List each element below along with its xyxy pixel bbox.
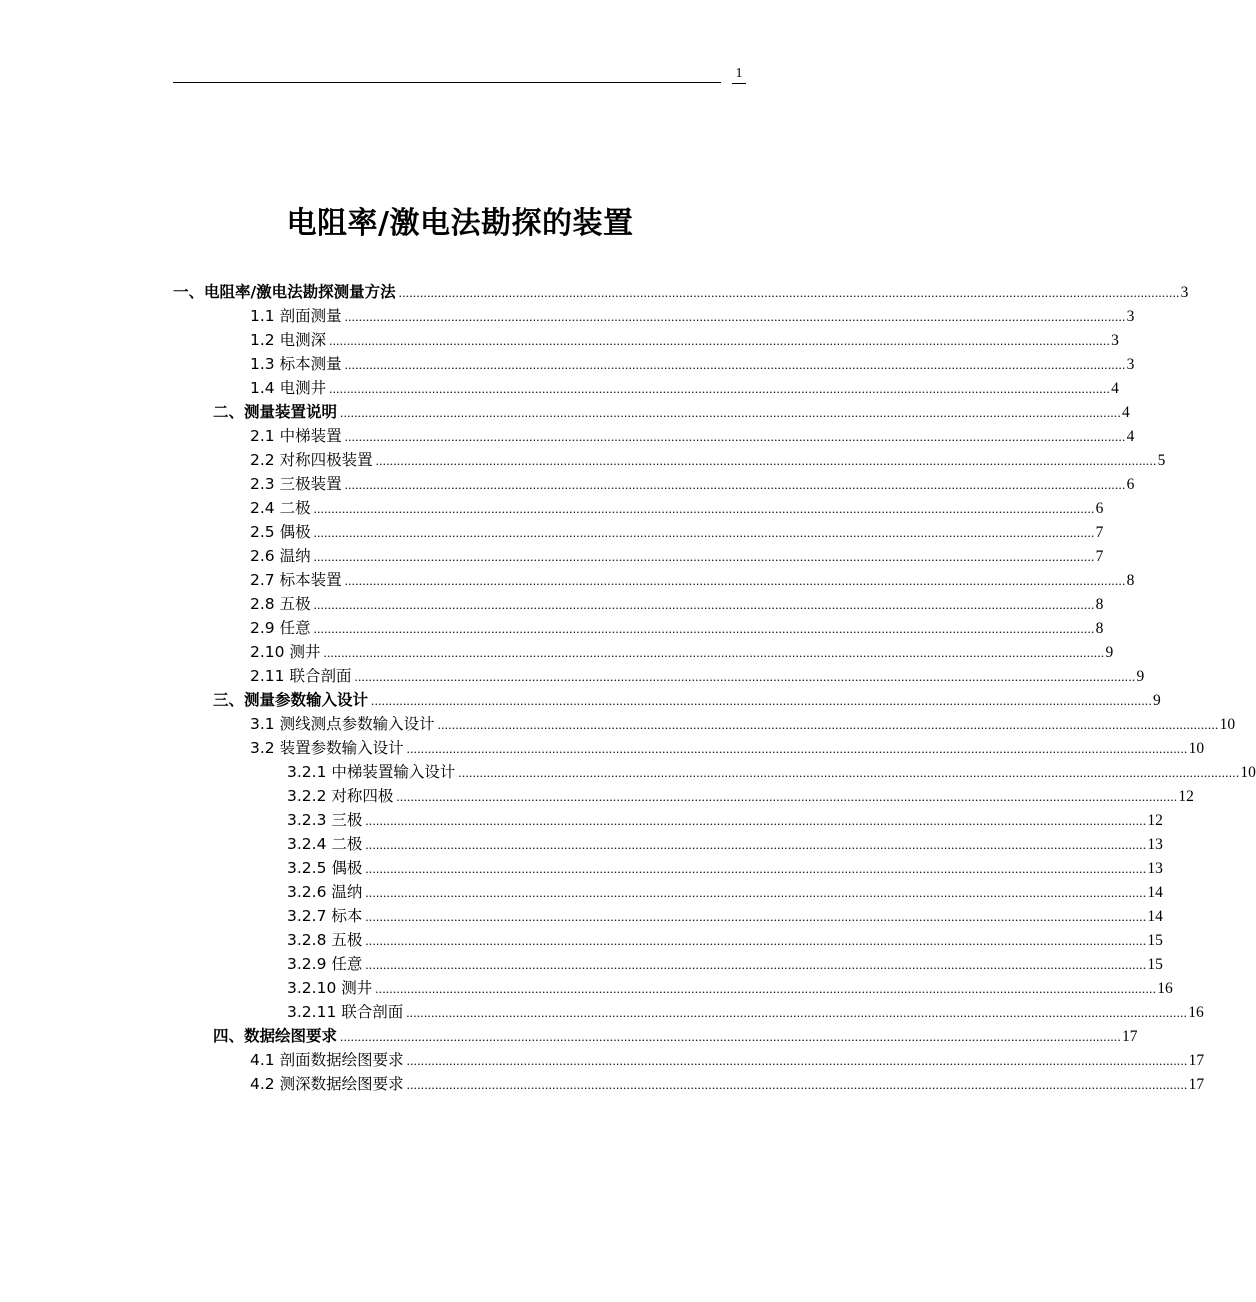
toc-leader-dots: ............................................................................................................................................................................................................................ bbox=[365, 885, 1147, 900]
toc-entry[interactable] bbox=[213, 688, 1161, 712]
toc-entry-label: 2.3 三极装置 bbox=[250, 475, 342, 493]
toc-entry-label: 2.5 偶极 bbox=[250, 523, 311, 541]
toc-leader-dots: ............................................................................................................................................................................................................................ bbox=[313, 621, 1095, 636]
toc-leader-dots: ............................................................................................................................................................................................................................ bbox=[398, 285, 1180, 300]
toc-entry[interactable] bbox=[250, 496, 1104, 520]
toc-entry-page: 4 bbox=[1122, 404, 1130, 421]
toc-entry-page: 4 bbox=[1111, 380, 1119, 397]
toc-entry-label: 3.2.9 任意 bbox=[287, 955, 363, 973]
toc-entry[interactable] bbox=[250, 544, 1104, 568]
toc-entry[interactable] bbox=[250, 736, 1205, 760]
toc-entry-page: 13 bbox=[1147, 836, 1163, 853]
toc-entry-page: 16 bbox=[1188, 1004, 1204, 1021]
toc-entry-page: 9 bbox=[1136, 668, 1145, 685]
toc-leader-dots: ............................................................................................................................................................................................................................ bbox=[365, 933, 1147, 948]
toc-entry[interactable] bbox=[250, 712, 1236, 736]
toc-entry-label: 3.1 测线测点参数输入设计 bbox=[250, 715, 435, 733]
toc-entry-label: 2.4 二极 bbox=[250, 499, 311, 517]
toc-entry-page: 7 bbox=[1095, 524, 1104, 541]
toc-entry[interactable] bbox=[250, 1048, 1205, 1072]
toc-entry-page: 17 bbox=[1188, 1052, 1205, 1069]
toc-entry-page: 15 bbox=[1147, 956, 1163, 973]
toc-entry-page: 12 bbox=[1147, 812, 1163, 829]
toc-leader-dots: ............................................................................................................................................................................................................................ bbox=[344, 357, 1126, 372]
toc-leader-dots: ............................................................................................................................................................................................................................ bbox=[329, 333, 1111, 348]
toc-entry[interactable] bbox=[287, 952, 1163, 976]
document-title: 电阻率/激电法勘探的装置 bbox=[286, 206, 634, 241]
toc-leader-dots: ............................................................................................................................................................................................................................ bbox=[406, 1053, 1188, 1068]
toc-entry-page: 10 bbox=[1188, 740, 1205, 757]
toc-entry-label: 2.8 五极 bbox=[250, 595, 311, 613]
toc-entry-page: 3 bbox=[1126, 308, 1135, 325]
toc-entry[interactable] bbox=[287, 1000, 1204, 1024]
toc-entry[interactable] bbox=[250, 664, 1145, 688]
toc-entry-label: 3.2.1 中梯装置输入设计 bbox=[287, 763, 456, 781]
toc-entry-label: 3.2.10 测井 bbox=[287, 979, 373, 997]
toc-entry-page: 9 bbox=[1105, 644, 1114, 661]
toc-leader-dots: ............................................................................................................................................................................................................................ bbox=[458, 765, 1240, 780]
toc-leader-dots: ............................................................................................................................................................................................................................ bbox=[365, 909, 1147, 924]
toc-entry-label: 1.2 电测深 bbox=[250, 331, 327, 349]
toc-leader-dots: ............................................................................................................................................................................................................................ bbox=[329, 381, 1111, 396]
toc-leader-dots: ............................................................................................................................................................................................................................ bbox=[365, 861, 1147, 876]
toc-entry-label: 3.2.3 三极 bbox=[287, 811, 363, 829]
toc-leader-dots: ............................................................................................................................................................................................................................ bbox=[313, 525, 1095, 540]
toc-entry[interactable] bbox=[250, 472, 1135, 496]
toc-entry-label: 3.2.5 偶极 bbox=[287, 859, 363, 877]
toc-entry-page: 6 bbox=[1126, 476, 1135, 493]
toc-entry-page: 12 bbox=[1178, 788, 1194, 805]
toc-leader-dots: ............................................................................................................................................................................................................................ bbox=[365, 813, 1147, 828]
toc-leader-dots: ............................................................................................................................................................................................................................ bbox=[375, 453, 1157, 468]
toc-entry-label: 2.6 温纳 bbox=[250, 547, 311, 565]
toc-entry-label: 二、测量装置说明 bbox=[213, 403, 338, 421]
toc-leader-dots: ............................................................................................................................................................................................................................ bbox=[313, 501, 1095, 516]
toc-entry-page: 13 bbox=[1147, 860, 1163, 877]
page-number: 1 bbox=[732, 66, 746, 84]
toc-entry[interactable] bbox=[250, 592, 1104, 616]
toc-leader-dots: ............................................................................................................................................................................................................................ bbox=[344, 309, 1126, 324]
toc-entry[interactable] bbox=[250, 352, 1135, 376]
toc-leader-dots: ............................................................................................................................................................................................................................ bbox=[437, 717, 1219, 732]
toc-entry[interactable] bbox=[287, 808, 1163, 832]
toc-entry-label: 2.10 测井 bbox=[250, 643, 321, 661]
toc-entry[interactable] bbox=[287, 760, 1256, 784]
toc-entry[interactable] bbox=[250, 568, 1135, 592]
toc-entry-page: 5 bbox=[1157, 452, 1166, 469]
toc-entry-label: 4.2 测深数据绘图要求 bbox=[250, 1075, 404, 1093]
toc-leader-dots: ............................................................................................................................................................................................................................ bbox=[344, 573, 1126, 588]
toc-entry-label: 1.3 标本测量 bbox=[250, 355, 342, 373]
toc-leader-dots: ............................................................................................................................................................................................................................ bbox=[313, 597, 1095, 612]
toc-leader-dots: ............................................................................................................................................................................................................................ bbox=[323, 645, 1105, 660]
toc-leader-dots: ............................................................................................................................................................................................................................ bbox=[406, 741, 1188, 756]
toc-leader-dots: ............................................................................................................................................................................................................................ bbox=[406, 1005, 1188, 1020]
toc-leader-dots: ............................................................................................................................................................................................................................ bbox=[340, 405, 1122, 420]
toc-entry[interactable] bbox=[173, 280, 1189, 304]
toc-entry-page: 3 bbox=[1111, 332, 1119, 349]
toc-leader-dots: ............................................................................................................................................................................................................................ bbox=[396, 789, 1178, 804]
toc-leader-dots: ............................................................................................................................................................................................................................ bbox=[354, 669, 1136, 684]
toc-entry-label: 三、测量参数输入设计 bbox=[213, 691, 369, 709]
toc-leader-dots: ............................................................................................................................................................................................................................ bbox=[365, 957, 1147, 972]
toc-leader-dots: ............................................................................................................................................................................................................................ bbox=[365, 837, 1147, 852]
toc-entry-label: 1.1 剖面测量 bbox=[250, 307, 342, 325]
toc-entry-page: 10 bbox=[1219, 716, 1236, 733]
toc-entry-page: 15 bbox=[1147, 932, 1163, 949]
toc-entry-label: 2.1 中梯装置 bbox=[250, 427, 342, 445]
toc-entry-page: 3 bbox=[1180, 284, 1189, 301]
toc-entry-label: 3.2.11 联合剖面 bbox=[287, 1003, 404, 1021]
toc-entry-page: 14 bbox=[1147, 884, 1163, 901]
toc-entry[interactable] bbox=[250, 376, 1119, 400]
header-rule bbox=[173, 82, 721, 83]
toc-leader-dots: ............................................................................................................................................................................................................................ bbox=[340, 1029, 1122, 1044]
toc-entry[interactable] bbox=[287, 880, 1163, 904]
toc-entry-label: 3.2.4 二极 bbox=[287, 835, 363, 853]
toc-entry-label: 一、电阻率/激电法勘探测量方法 bbox=[173, 283, 396, 301]
toc-leader-dots: ............................................................................................................................................................................................................................ bbox=[375, 981, 1157, 996]
toc-entry-label: 3.2.2 对称四极 bbox=[287, 787, 394, 805]
toc-entry[interactable] bbox=[250, 328, 1119, 352]
toc-entry-label: 3.2 装置参数输入设计 bbox=[250, 739, 404, 757]
toc-entry[interactable] bbox=[287, 976, 1173, 1000]
toc-entry-page: 10 bbox=[1240, 764, 1256, 781]
toc-entry-page: 4 bbox=[1126, 428, 1135, 445]
toc-entry-page: 17 bbox=[1188, 1076, 1205, 1093]
toc-entry[interactable] bbox=[250, 304, 1135, 328]
toc-entry-page: 8 bbox=[1126, 572, 1135, 589]
toc-entry-label: 2.11 联合剖面 bbox=[250, 667, 352, 685]
toc-entry[interactable] bbox=[250, 616, 1104, 640]
toc-entry-label: 3.2.7 标本 bbox=[287, 907, 363, 925]
toc-entry[interactable] bbox=[250, 1072, 1205, 1096]
toc-entry-page: 3 bbox=[1126, 356, 1135, 373]
toc-entry-label: 四、数据绘图要求 bbox=[213, 1027, 338, 1045]
toc-entry[interactable] bbox=[250, 424, 1135, 448]
toc-entry-page: 7 bbox=[1095, 548, 1104, 565]
toc-entry-label: 1.4 电测井 bbox=[250, 379, 327, 397]
toc-leader-dots: ............................................................................................................................................................................................................................ bbox=[371, 693, 1153, 708]
toc-leader-dots: ............................................................................................................................................................................................................................ bbox=[344, 429, 1126, 444]
toc-entry-label: 3.2.6 温纳 bbox=[287, 883, 363, 901]
toc-entry[interactable] bbox=[287, 784, 1194, 808]
toc-entry-page: 17 bbox=[1122, 1028, 1138, 1045]
toc-entry[interactable] bbox=[287, 928, 1163, 952]
toc-entry-label: 2.7 标本装置 bbox=[250, 571, 342, 589]
toc-entry[interactable] bbox=[287, 856, 1163, 880]
toc-entry[interactable] bbox=[250, 448, 1166, 472]
toc-entry-label: 2.2 对称四极装置 bbox=[250, 451, 373, 469]
toc-entry-page: 9 bbox=[1153, 692, 1161, 709]
toc-entry[interactable] bbox=[287, 904, 1163, 928]
toc-entry-page: 8 bbox=[1095, 596, 1104, 613]
toc-entry-page: 6 bbox=[1095, 500, 1104, 517]
toc-leader-dots: ............................................................................................................................................................................................................................ bbox=[313, 549, 1095, 564]
toc-entry[interactable] bbox=[250, 520, 1104, 544]
toc-entry[interactable] bbox=[287, 832, 1163, 856]
toc-entry[interactable] bbox=[250, 640, 1114, 664]
toc-entry-page: 14 bbox=[1147, 908, 1163, 925]
toc-leader-dots: ............................................................................................................................................................................................................................ bbox=[344, 477, 1126, 492]
toc-entry[interactable] bbox=[213, 400, 1130, 424]
toc-entry-label: 3.2.8 五极 bbox=[287, 931, 363, 949]
toc-entry-label: 4.1 剖面数据绘图要求 bbox=[250, 1051, 404, 1069]
toc-entry-label: 2.9 任意 bbox=[250, 619, 311, 637]
toc-entry[interactable] bbox=[213, 1024, 1138, 1048]
toc-entry-page: 16 bbox=[1157, 980, 1173, 997]
toc-leader-dots: ............................................................................................................................................................................................................................ bbox=[406, 1077, 1188, 1092]
toc-entry-page: 8 bbox=[1095, 620, 1104, 637]
